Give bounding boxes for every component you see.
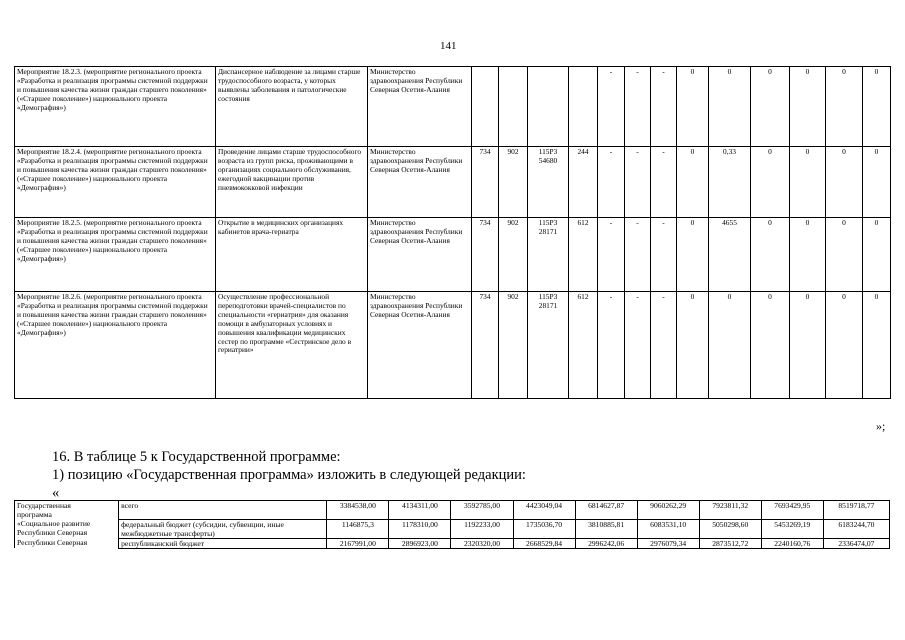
budget-code-cell: 734	[472, 147, 499, 218]
funding-source-cell: республиканский бюджет	[119, 538, 327, 548]
year-value-cell: 0	[790, 67, 826, 147]
measure-name-cell: Мероприятие 18.2.5. (мероприятие регионального проекта «Разработка и реализация программы системной поддержки и повышения качества жизни граждан старшего поколения» («Старшее поколение») национального проекта «Демография»)	[15, 218, 216, 292]
measure-row	[15, 67, 891, 147]
executor-cell: Министерство здравоохранения Республики Северная Осетия-Алания	[368, 292, 472, 399]
year-value-cell: 0	[677, 292, 709, 399]
budget-code-cell: 115P3 28171	[528, 292, 569, 399]
program-funding-table	[14, 500, 890, 549]
program-name-line: Республики Северная	[17, 528, 88, 537]
funding-source-cell: федеральный бюджет (субсидии, субвенции, иные межбюджетные трансферты)	[119, 519, 327, 538]
paragraph-16-1: 1) позицию «Государственная программа» изложить в следующей редакции:	[52, 467, 526, 483]
year-value-cell: -	[651, 218, 677, 292]
budget-code-cell	[472, 67, 499, 147]
funding-value-cell: 4423049,04	[513, 501, 575, 520]
funding-value-cell: 1735036,70	[513, 519, 575, 538]
budget-code-cell: 244	[569, 147, 598, 218]
funding-value-cell: 2873512,72	[699, 538, 761, 548]
funding-value-cell: 1178310,00	[389, 519, 451, 538]
funding-value-cell: 8519718,77	[823, 501, 889, 520]
funding-source-cell: всего	[119, 501, 327, 520]
funding-row	[15, 538, 890, 548]
measure-description-cell: Проведение лицами старше трудоспособного возраста из групп риска, проживающими в организациях социального обслуживания, ежегодной вакцинации против пневмококковой инфекции	[216, 147, 368, 218]
funding-value-cell: 2996242,06	[575, 538, 637, 548]
year-value-cell: 0	[826, 67, 863, 147]
year-value-cell: 0	[677, 218, 709, 292]
year-value-cell: -	[625, 67, 651, 147]
funding-value-cell: 2240160,76	[761, 538, 823, 548]
budget-code-cell	[528, 67, 569, 147]
funding-value-cell: 2976079,34	[637, 538, 699, 548]
year-value-cell: -	[625, 147, 651, 218]
year-value-cell: 0	[709, 292, 751, 399]
funding-row	[15, 519, 890, 538]
funding-value-cell: 5050298,60	[699, 519, 761, 538]
funding-value-cell: 7693429,95	[761, 501, 823, 520]
funding-value-cell: 6814627,87	[575, 501, 637, 520]
year-value-cell: 0	[790, 147, 826, 218]
executor-cell: Министерство здравоохранения Республики Северная Осетия-Алания	[368, 218, 472, 292]
measure-description-cell: Открытие в медицинских организациях кабинетов врача-гериатра	[216, 218, 368, 292]
year-value-cell: 0	[751, 292, 790, 399]
year-value-cell: 0	[677, 147, 709, 218]
budget-code-cell: 115P3 28171	[528, 218, 569, 292]
year-value-cell: 0	[826, 292, 863, 399]
budget-code-cell: 902	[499, 292, 528, 399]
funding-value-cell: 2167991,00	[327, 538, 389, 548]
funding-value-cell: 5453269,19	[761, 519, 823, 538]
year-value-cell: -	[651, 292, 677, 399]
measure-description-cell: Осуществление профессиональной переподготовки врачей-специалистов по специальности «гериатрия» для оказания помощи в амбулаторных условиях и повышения квалификации медицинских сестер по программе «Сестринское дело в гериатрии»	[216, 292, 368, 399]
measure-row	[15, 147, 891, 218]
measure-name-cell: Мероприятие 18.2.3. (мероприятие регионального проекта «Разработка и реализация программы системной поддержки и повышения качества жизни граждан старшего поколения» («Старшее поколение») национального проекта «Демография»)	[15, 67, 216, 147]
year-value-cell: -	[651, 67, 677, 147]
budget-code-cell	[499, 67, 528, 147]
budget-code-cell: 612	[569, 218, 598, 292]
year-value-cell: 0	[863, 67, 891, 147]
opening-quote-mark: «	[52, 485, 60, 501]
funding-value-cell: 4134311,00	[389, 501, 451, 520]
budget-code-cell: 734	[472, 218, 499, 292]
year-value-cell: -	[625, 218, 651, 292]
budget-code-cell: 612	[569, 292, 598, 399]
program-name-line: «Социальное развитие	[17, 519, 91, 528]
funding-value-cell: 2336474,07	[823, 538, 889, 548]
year-value-cell: 0	[751, 218, 790, 292]
year-value-cell: -	[598, 292, 625, 399]
year-value-cell: 0	[751, 147, 790, 218]
measures-table	[14, 66, 891, 399]
funding-row	[15, 501, 890, 520]
funding-value-cell: 6183244,70	[823, 519, 889, 538]
year-value-cell: 0	[709, 67, 751, 147]
program-name-cell	[15, 538, 119, 548]
measure-row	[15, 218, 891, 292]
program-name-line: программа	[17, 510, 52, 519]
executor-cell: Министерство здравоохранения Республики Северная Осетия-Алания	[368, 147, 472, 218]
funding-value-cell: 3810885,81	[575, 519, 637, 538]
funding-value-cell: 7923811,32	[699, 501, 761, 520]
year-value-cell: -	[598, 218, 625, 292]
year-value-cell: 0	[790, 292, 826, 399]
funding-value-cell: 1146875,3	[327, 519, 389, 538]
executor-cell: Министерство здравоохранения Республики Северная Осетия-Алания	[368, 67, 472, 147]
budget-code-cell: 902	[499, 218, 528, 292]
measure-description-cell: Диспансерное наблюдение за лицами старше трудоспособного возраста, у которых выявлены заболевания и патологические состояния	[216, 67, 368, 147]
budget-code-cell	[569, 67, 598, 147]
measure-row	[15, 292, 891, 399]
year-value-cell: 4655	[709, 218, 751, 292]
year-value-cell: 0	[826, 147, 863, 218]
year-value-cell: 0	[790, 218, 826, 292]
program-name-line: Республики Северная	[17, 538, 88, 547]
year-value-cell: 0	[826, 218, 863, 292]
funding-value-cell: 1192233,00	[451, 519, 513, 538]
year-value-cell: 0	[677, 67, 709, 147]
program-name-cell	[15, 501, 119, 520]
budget-code-cell: 734	[472, 292, 499, 399]
year-value-cell: -	[598, 147, 625, 218]
paragraph-16: 16. В таблице 5 к Государственной программе:	[52, 449, 341, 465]
year-value-cell: -	[598, 67, 625, 147]
funding-value-cell: 3592785,00	[451, 501, 513, 520]
measure-name-cell: Мероприятие 18.2.6. (мероприятие регионального проекта «Разработка и реализация программы системной поддержки и повышения качества жизни граждан старшего поколения» («Старшее поколение») национального проекта «Демография»)	[15, 292, 216, 399]
year-value-cell: 0	[863, 292, 891, 399]
funding-value-cell: 3384538,00	[327, 501, 389, 520]
closing-quote-mark: »;	[876, 419, 886, 433]
program-name-cell	[15, 519, 119, 538]
program-name-line: Государственная	[17, 501, 71, 510]
year-value-cell: 0	[863, 147, 891, 218]
year-value-cell: 0	[863, 218, 891, 292]
budget-code-cell: 115P3 54680	[528, 147, 569, 218]
funding-value-cell: 9060262,29	[637, 501, 699, 520]
funding-value-cell: 6083531,10	[637, 519, 699, 538]
year-value-cell: -	[651, 147, 677, 218]
budget-code-cell: 902	[499, 147, 528, 218]
funding-value-cell: 2320320,00	[451, 538, 513, 548]
year-value-cell: 0	[751, 67, 790, 147]
year-value-cell: -	[625, 292, 651, 399]
page-number: 141	[440, 40, 457, 52]
funding-value-cell: 2668529,84	[513, 538, 575, 548]
year-value-cell: 0,33	[709, 147, 751, 218]
funding-value-cell: 2896923,00	[389, 538, 451, 548]
measure-name-cell: Мероприятие 18.2.4. (мероприятие регионального проекта «Разработка и реализация программы системной поддержки и повышения качества жизни граждан старшего поколения» («Старшее поколение») национального проекта «Демография»)	[15, 147, 216, 218]
